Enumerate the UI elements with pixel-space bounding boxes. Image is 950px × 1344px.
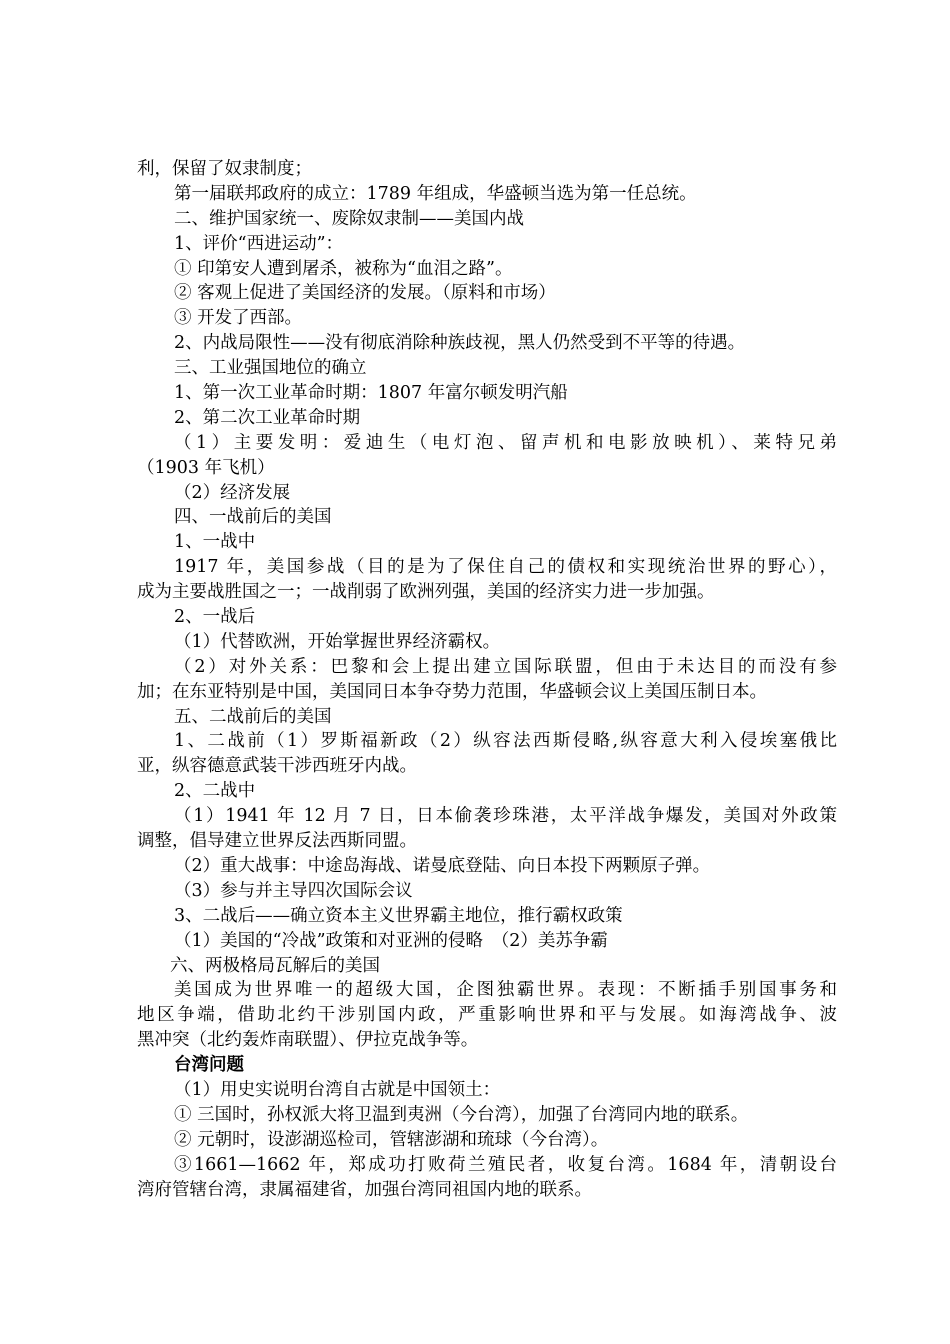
section-heading: 三、工业强国地位的确立 <box>174 358 367 379</box>
list-item: ③1661—1662 年，郑成功打败荷兰殖民者，收复台湾。1684 年，清朝设台 <box>174 1154 837 1175</box>
section-heading: 四、一战前后的美国 <box>174 507 332 528</box>
section-heading-bold: 台湾问题 <box>174 1055 244 1076</box>
text-line: 加；在东亚特别是中国，美国同日本争夺势力范围，华盛顿会议上美国压制日本。 <box>137 681 767 702</box>
section-heading: 六、两极格局瓦解后的美国 <box>170 955 380 976</box>
text-line: 成为主要战胜国之一；一战削弱了欧洲列强，美国的经济实力进一步加强。 <box>137 582 715 603</box>
text-line: 利，保留了奴隶制度； <box>137 159 312 179</box>
list-item: ② 元朝时，设澎湖巡检司，管辖澎湖和琉球（今台湾）。 <box>174 1129 609 1150</box>
list-item: ③ 开发了西部。 <box>174 308 303 329</box>
text-line: 1917 年，美国参战（目的是为了保住自己的债权和实现统治世界的野心）， <box>174 557 837 578</box>
text-line: 调整，倡导建立世界反法西斯同盟。 <box>137 831 417 852</box>
text-line: 亚，纵容德意武装干涉西班牙内战。 <box>137 756 417 777</box>
text-line: （2）对外关系：巴黎和会上提出建立国际联盟，但由于未达目的而没有参 <box>174 656 837 677</box>
text-line: （1）主要发明：爱迪生（电灯泡、留声机和电影放映机）、莱特兄弟 <box>174 432 837 453</box>
list-item: ① 印第安人遭到屠杀，被称为“血泪之路”。 <box>174 258 513 279</box>
text-line: 2、一战后 <box>174 607 256 628</box>
section-heading: 五、二战前后的美国 <box>174 706 332 727</box>
text-line: （3）参与并主导四次国际会议 <box>174 880 413 901</box>
text-line: 3、二战后——确立资本主义世界霸主地位，推行霸权政策 <box>174 905 623 926</box>
text-line: 2、二战中 <box>174 781 256 802</box>
text-line: （1）用史实说明台湾自古就是中国领土： <box>174 1079 501 1100</box>
text-line: （1）1941 年 12 月 7 日，日本偷袭珍珠港，太平洋战争爆发，美国对外政策 <box>174 806 837 827</box>
text-line: 黑冲突（北约轰炸南联盟）、伊拉克战争等。 <box>137 1030 479 1051</box>
section-heading: 二、维护国家统一、废除奴隶制——美国内战 <box>174 208 524 229</box>
text-line: 1、第一次工业革命时期：1807 年富尔顿发明汽船 <box>174 383 568 404</box>
text-line: 2、第二次工业革命时期 <box>174 407 361 428</box>
document-body <box>137 157 837 1202</box>
list-item: ① 三国时，孙权派大将卫温到夷洲（今台湾），加强了台湾同内地的联系。 <box>174 1104 749 1125</box>
text-line: （1）美国的“冷战”政策和对亚洲的侵略 （2）美苏争霸 <box>174 930 608 951</box>
text-line: 第一届联邦政府的成立：1789 年组成，华盛顿当选为第一任总统。 <box>174 183 697 204</box>
text-line: 1、一战中 <box>174 532 256 553</box>
text-line: （2）经济发展 <box>174 482 291 503</box>
text-line: 2、内战局限性——没有彻底消除种族歧视，黑人仍然受到不平等的待遇。 <box>174 333 746 354</box>
list-item: ② 客观上促进了美国经济的发展。（原料和市场） <box>174 283 556 304</box>
text-line: （1903 年飞机） <box>137 457 275 478</box>
text-line: 1、评价“西进运动”： <box>174 233 344 254</box>
text-line: 1、二战前（1）罗斯福新政（2）纵容法西斯侵略,纵容意大利入侵埃塞俄比 <box>174 731 837 752</box>
text-line: （1）代替欧洲，开始掌握世界经济霸权。 <box>174 631 501 652</box>
text-line: 地区争端，借助北约干涉别国内政，严重影响世界和平与发展。如海湾战争、波 <box>137 1005 837 1026</box>
text-line: 湾府管辖台湾，隶属福建省，加强台湾同祖国内地的联系。 <box>137 1179 592 1200</box>
text-line: （2）重大战事：中途岛海战、诺曼底登陆、向日本投下两颗原子弹。 <box>174 855 711 876</box>
text-line: 美国成为世界唯一的超级大国，企图独霸世界。表现：不断插手别国事务和 <box>174 980 837 1001</box>
